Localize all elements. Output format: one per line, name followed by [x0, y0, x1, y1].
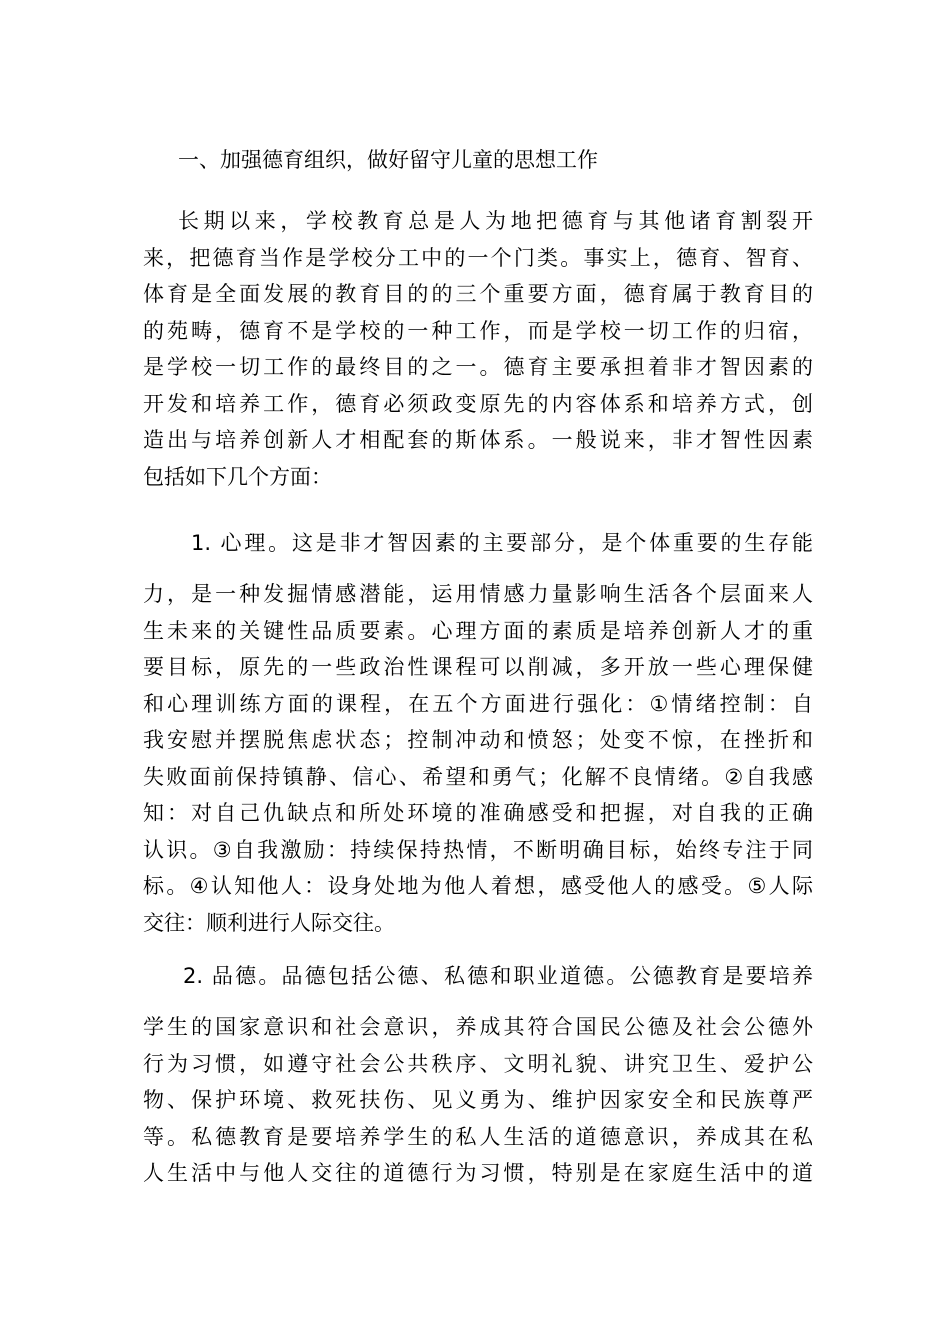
paragraph-line: 来，把德育当作是学校分工中的一个门类。事实上，德育、智育、 — [143, 245, 813, 270]
paragraph-line: 是学校一切工作的最终目的之一。德育主要承担着非才智因素的 — [143, 355, 813, 379]
paragraph-line: 等。私德教育是要培养学生的私人生活的道德意识，养成其在私 — [143, 1124, 813, 1149]
list-item-psychology: 1. 心理。这是非才智因素的主要部分，是个体重要的生存能 — [191, 531, 813, 555]
paragraph-psychology — [143, 576, 813, 941]
paragraph-morality-lead — [143, 958, 813, 995]
paragraph-line: 体育是全面发展的教育目的的三个重要方面，德育属于教育目的 — [143, 282, 813, 306]
paragraph-line: 我安慰并摆脱焦虑状态；控制冲动和愤怒；处变不惊，在挫折和 — [143, 728, 813, 752]
list-item-morality: 2. 品德。品德包括公德、私德和职业道德。公德教育是要培养 — [183, 964, 813, 988]
paragraph-line: 标。④认知他人：设身处地为他人着想，感受他人的感受。⑤人际 — [143, 874, 813, 898]
paragraph-morality — [143, 1009, 813, 1192]
paragraph-line: 和心理训练方面的课程，在五个方面进行强化：①情绪控制：自 — [143, 691, 813, 716]
paragraph-line: 行为习惯，如遵守社会公共秩序、文明礼貌、讲究卫生、爱护公 — [143, 1051, 813, 1076]
paragraph-line: 的苑畴，德育不是学校的一种工作，而是学校一切工作的归宿， — [143, 318, 813, 343]
paragraph-line: 力，是一种发掘情感潜能，运用情感力量影响生活各个层面来人 — [143, 582, 813, 606]
paragraph-line: 要目标，原先的一些政治性课程可以削减，多开放一些心理保健 — [143, 655, 813, 679]
paragraph-line: 交往：顺利进行人际交往。 — [143, 910, 395, 935]
paragraph-line: 开发和培养工作，德育必须政变原先的内容体系和培养方式，创 — [143, 391, 813, 416]
paragraph-psychology-lead — [143, 525, 813, 562]
paragraph-intro — [143, 203, 813, 495]
paragraph-line: 人生活中与他人交往的道德行为习惯，特别是在家庭生活中的道 — [143, 1161, 813, 1185]
paragraph-line: 失败面前保持镇静、信心、希望和勇气；化解不良情绪。②自我感 — [143, 764, 813, 789]
paragraph-line: 认识。③自我激励：持续保持热情，不断明确目标，始终专注于同 — [143, 837, 813, 862]
paragraph-line: 学生的国家意识和社会意识，养成其符合国民公德及社会公德外 — [143, 1015, 813, 1039]
paragraph-line: 造出与培养创新人才相配套的斯体系。一般说来，非才智性因素 — [143, 428, 813, 452]
paragraph-line: 长期以来，学校教育总是人为地把德育与其他诸育割裂开 — [178, 209, 813, 233]
section-heading: 一、加强德育组织，做好留守儿童的思想工作 — [178, 148, 598, 172]
paragraph-line: 物、保护环境、救死扶伤、见义勇为、维护因家安全和民族尊严 — [143, 1088, 813, 1112]
paragraph-line: 包括如下几个方面： — [143, 464, 332, 489]
paragraph-line: 知：对自己仇缺点和所处环境的准确感受和把握，对自我的正确 — [143, 801, 813, 825]
paragraph-line: 生未来的关键性品质要素。心理方面的素质是培养创新人才的重 — [143, 618, 813, 643]
